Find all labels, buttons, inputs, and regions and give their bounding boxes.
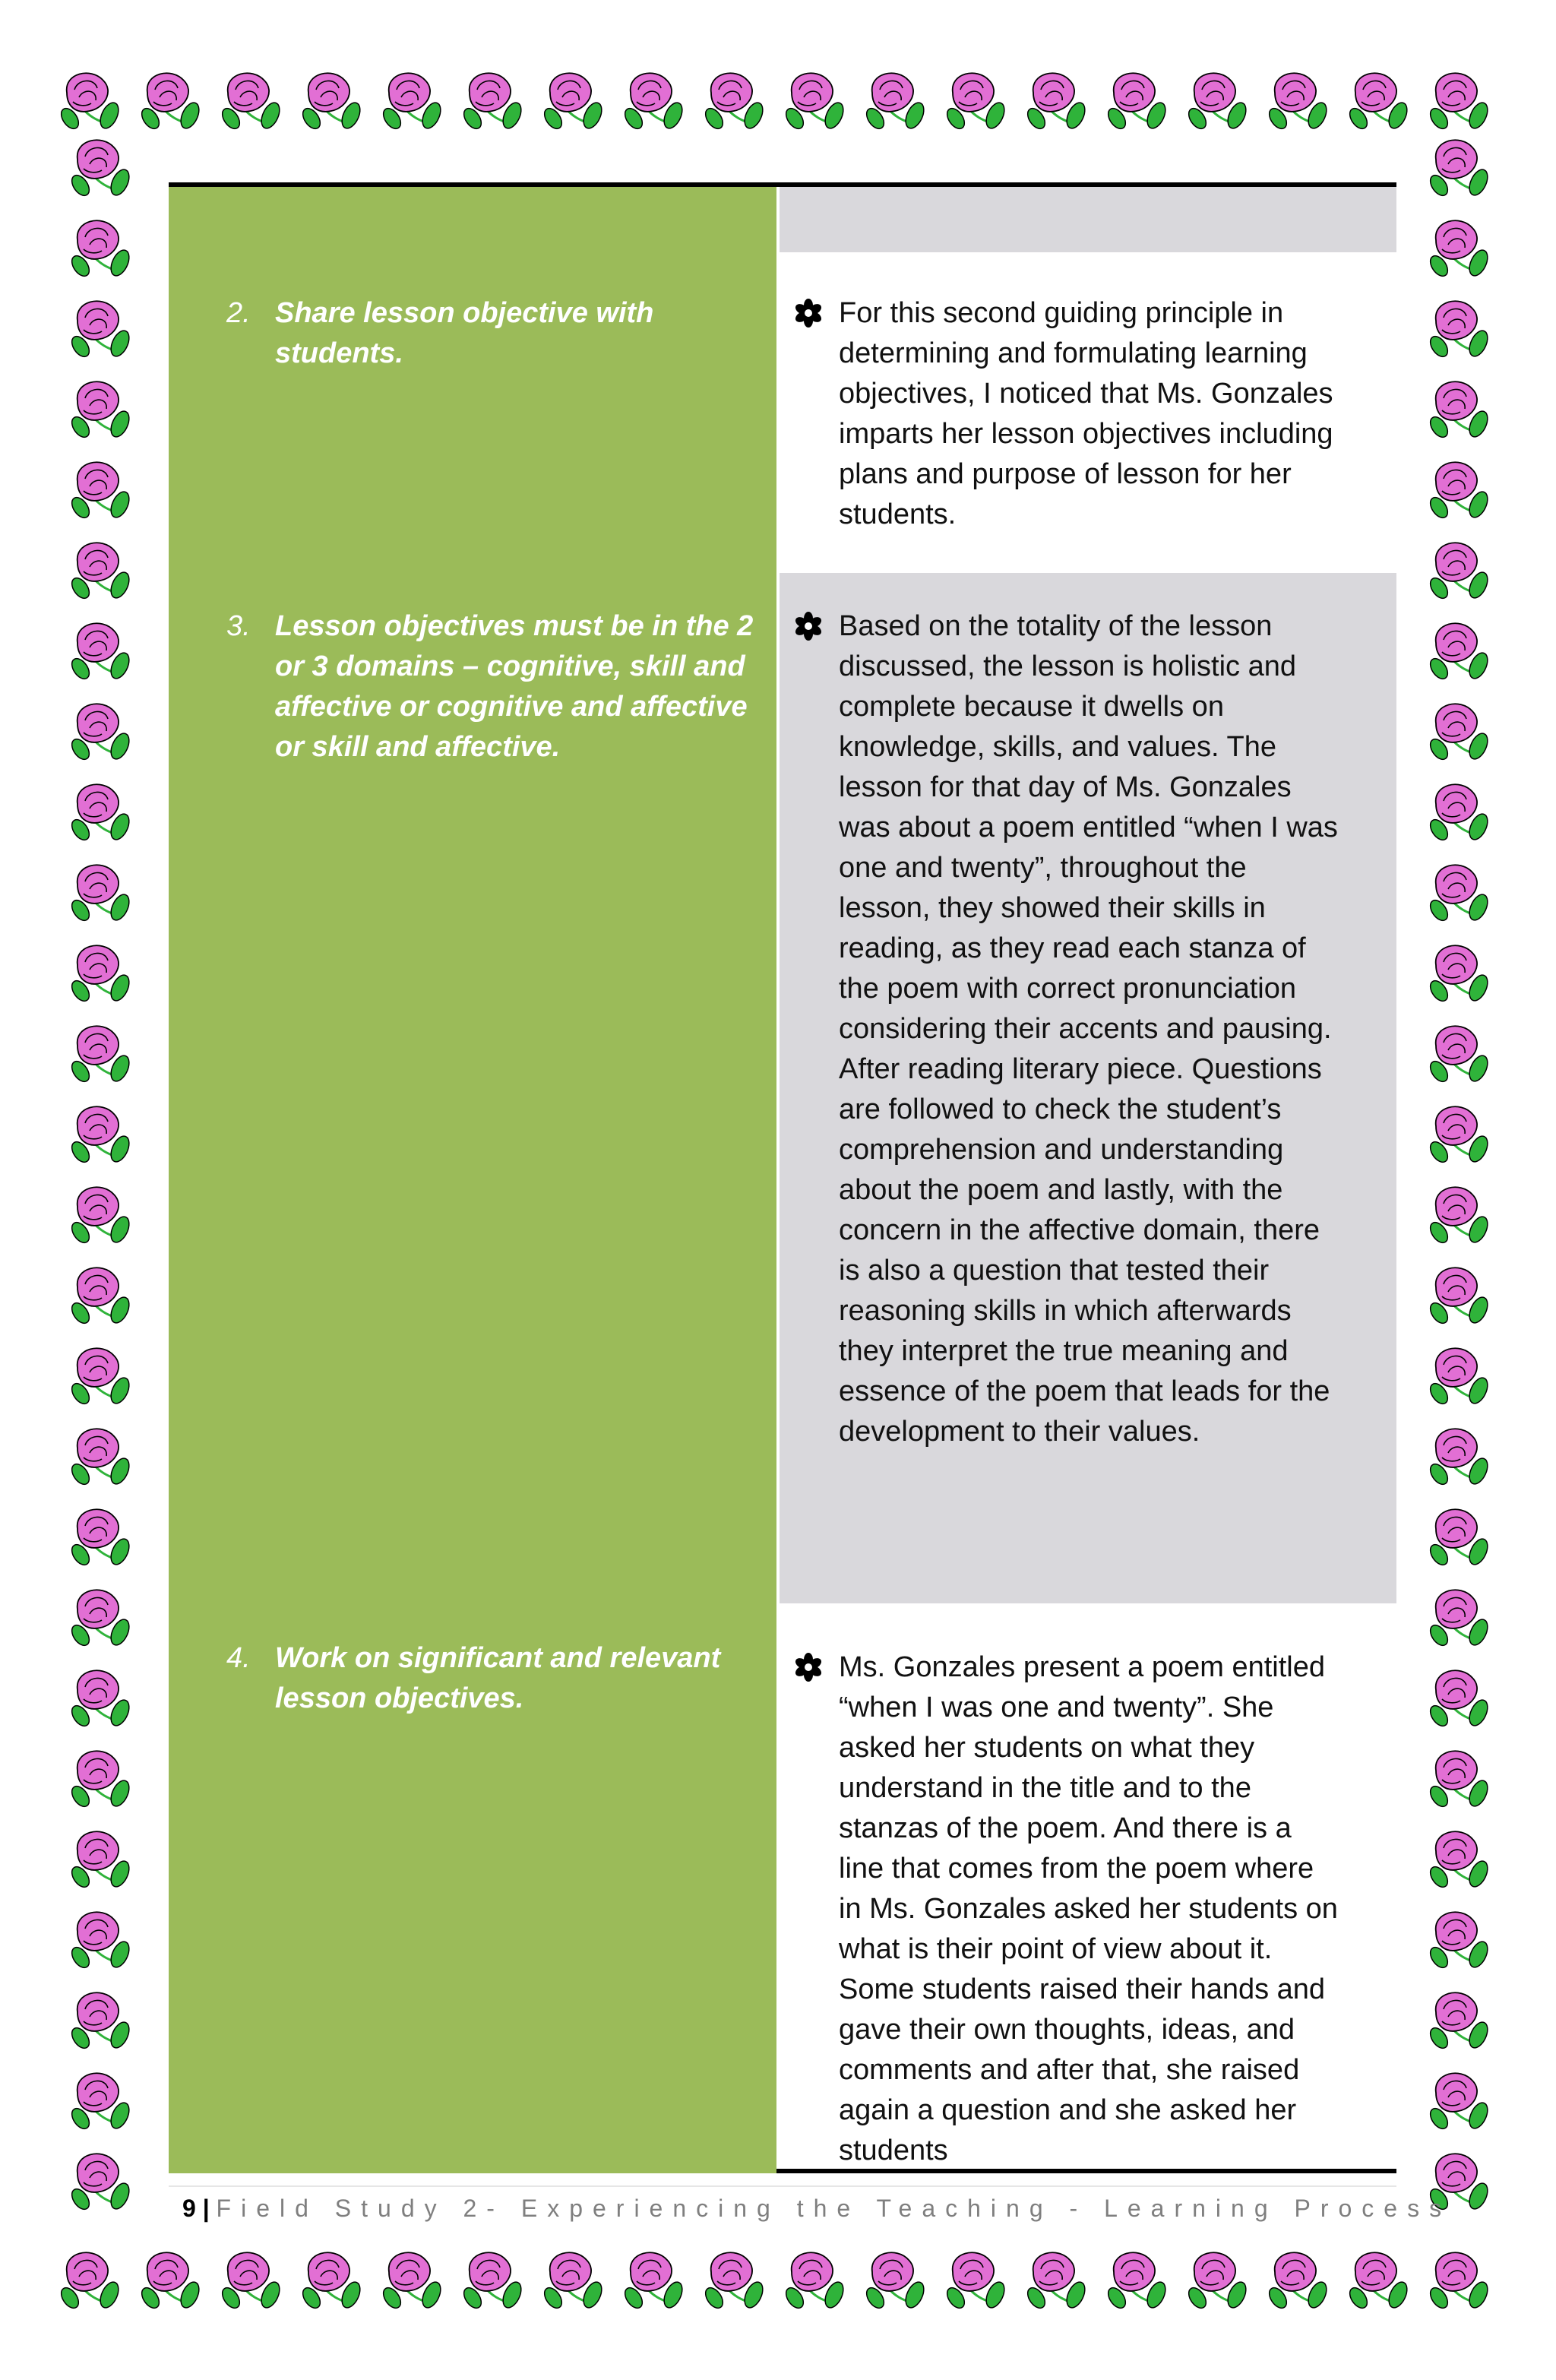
flower-bullet-icon	[793, 611, 824, 641]
rose-border-icon	[68, 623, 133, 682]
rose-border-icon	[863, 73, 928, 131]
rose-border-icon	[1427, 1831, 1491, 1890]
rose-border-icon	[68, 543, 133, 601]
rose-border-icon	[68, 784, 133, 843]
rose-border-icon	[1427, 1187, 1491, 1245]
rose-border-top	[53, 55, 1503, 146]
rose-border-icon	[68, 1268, 133, 1326]
rose-border-icon	[68, 1912, 133, 1970]
page-number: 9 |	[182, 2195, 210, 2222]
rose-border-icon	[1427, 1590, 1491, 1648]
rose-border-icon	[460, 2252, 525, 2311]
rose-border-icon	[299, 73, 364, 131]
rose-border-bottom	[53, 2234, 1503, 2325]
rose-border-icon	[1266, 73, 1330, 131]
rose-border-icon	[68, 1590, 133, 1648]
rose-border-icon	[58, 2252, 122, 2311]
rose-border-icon	[299, 2252, 364, 2311]
table-bottom-rule	[776, 2169, 1396, 2173]
rose-border-icon	[1427, 1509, 1491, 1568]
rose-border-icon	[702, 2252, 767, 2311]
rose-border-icon	[58, 73, 122, 131]
rose-border-right	[1412, 137, 1503, 2242]
rose-border-icon	[1427, 1268, 1491, 1326]
rose-border-icon	[1427, 1106, 1491, 1165]
page-footer	[182, 2185, 1451, 2231]
rose-border-icon	[1427, 140, 1491, 198]
criterion-text: Work on significant and relevant lesson objectives.	[275, 1642, 721, 1714]
flower-bullet-icon	[793, 298, 824, 328]
rose-border-icon	[68, 945, 133, 1004]
observation-table	[169, 182, 1396, 2173]
header-band	[780, 187, 1396, 252]
observation-text: Ms. Gonzales present a poem entitled “when I was one and twenty”. She asked her students on what they understand in the title and to the stanzas of the poem. And there is a line that comes from the poem where in Ms. Gonzales asked her students on what is their point of view about it. Some students raised their hands and gave their own thoughts, ideas, and comments and after that, she raised again a question and she asked her students	[839, 1651, 1338, 2166]
observation-text: For this second guiding principle in determining and formulating learning objectives, I noticed that Ms. Gonzales imparts her lesson objectives including plans and purpose of lesson for her students.	[839, 297, 1333, 530]
rose-border-icon	[460, 73, 525, 131]
rose-border-icon	[1427, 784, 1491, 843]
rose-border-icon	[1427, 623, 1491, 682]
rose-border-icon	[1427, 381, 1491, 440]
rose-border-icon	[1105, 73, 1169, 131]
rose-border-icon	[138, 73, 203, 131]
rose-border-icon	[68, 1831, 133, 1890]
rose-border-icon	[68, 704, 133, 762]
rose-border-icon	[68, 2154, 133, 2212]
rose-border-icon	[863, 2252, 928, 2311]
rose-border-icon	[138, 2252, 203, 2311]
rose-border-icon	[1266, 2252, 1330, 2311]
rose-border-icon	[621, 2252, 686, 2311]
criteria-column	[169, 187, 776, 2173]
footer-title: Field Study 2- Experiencing the Teaching - Learning Process	[216, 2195, 1452, 2222]
rose-border-icon	[68, 1670, 133, 1729]
rose-border-icon	[1427, 704, 1491, 762]
rose-border-icon	[1024, 73, 1089, 131]
criterion-number: 3.	[226, 610, 251, 642]
rose-border-icon	[68, 301, 133, 359]
rose-border-icon	[1427, 220, 1491, 279]
rose-border-icon	[68, 1509, 133, 1568]
rose-border-icon	[68, 220, 133, 279]
rose-border-icon	[380, 73, 444, 131]
rose-border-icon	[1024, 2252, 1089, 2311]
rose-border-icon	[1427, 543, 1491, 601]
rose-border-icon	[1346, 73, 1411, 131]
rose-border-icon	[1427, 945, 1491, 1004]
rose-border-icon	[1427, 2073, 1491, 2132]
rose-border-icon	[1427, 2252, 1491, 2311]
rose-border-icon	[68, 1429, 133, 1487]
rose-border-icon	[1427, 1751, 1491, 1809]
rose-border-icon	[68, 865, 133, 923]
rose-border-icon	[68, 1992, 133, 2051]
rose-border-icon	[68, 140, 133, 198]
criterion-number: 4.	[226, 1642, 251, 1674]
rose-border-left	[53, 137, 144, 2242]
rose-border-icon	[541, 2252, 606, 2311]
rose-border-icon	[68, 1348, 133, 1407]
rose-border-icon	[1427, 462, 1491, 521]
rose-border-icon	[944, 2252, 1008, 2311]
rose-border-icon	[68, 1751, 133, 1809]
rose-border-icon	[219, 2252, 283, 2311]
rose-border-icon	[219, 73, 283, 131]
rose-border-icon	[380, 2252, 444, 2311]
rose-border-icon	[783, 73, 847, 131]
criterion-text: Share lesson objective with students.	[275, 297, 654, 369]
rose-border-icon	[1427, 73, 1491, 131]
rose-border-icon	[1427, 1348, 1491, 1407]
rose-border-icon	[68, 1026, 133, 1084]
rose-border-icon	[1105, 2252, 1169, 2311]
rose-border-icon	[541, 73, 606, 131]
rose-border-icon	[68, 1106, 133, 1165]
rose-border-icon	[944, 73, 1008, 131]
observation-text: Based on the totality of the lesson discussed, the lesson is holistic and complete because it dwells on knowledge, skills, and values. The lesson for that day of Ms. Gonzales was about a poem entitled “when I was one and twenty”, throughout the lesson, they showed their skills in reading, as they read each stanza of the poem with correct pronunciation considering their accents and pausing. After reading literary piece. Questions are followed to check the student’s comprehension and understanding about the poem and lastly, with the concern in the affective domain, there is also a question that tested their reasoning skills in which afterwards they interpret the true meaning and essence of the poem that leads for the development to their values.	[839, 610, 1338, 1448]
rose-border-icon	[68, 381, 133, 440]
criterion-number: 2.	[226, 297, 251, 329]
rose-border-icon	[1427, 301, 1491, 359]
rose-border-icon	[702, 73, 767, 131]
rose-border-icon	[68, 2073, 133, 2132]
rose-border-icon	[1427, 865, 1491, 923]
rose-border-icon	[68, 462, 133, 521]
flower-bullet-icon	[793, 1652, 824, 1682]
rose-border-icon	[1185, 2252, 1250, 2311]
rose-border-icon	[1427, 1670, 1491, 1729]
rose-border-icon	[621, 73, 686, 131]
rose-border-icon	[1346, 2252, 1411, 2311]
criterion-text: Lesson objectives must be in the 2 or 3 domains – cognitive, skill and affective or cognitive and affective or skill and affective.	[275, 610, 754, 763]
rose-border-icon	[1427, 1429, 1491, 1487]
rose-border-icon	[1427, 1026, 1491, 1084]
rose-border-icon	[1185, 73, 1250, 131]
rose-border-icon	[68, 1187, 133, 1245]
rose-border-icon	[1427, 1912, 1491, 1970]
rose-border-icon	[1427, 1992, 1491, 2051]
rose-border-icon	[783, 2252, 847, 2311]
